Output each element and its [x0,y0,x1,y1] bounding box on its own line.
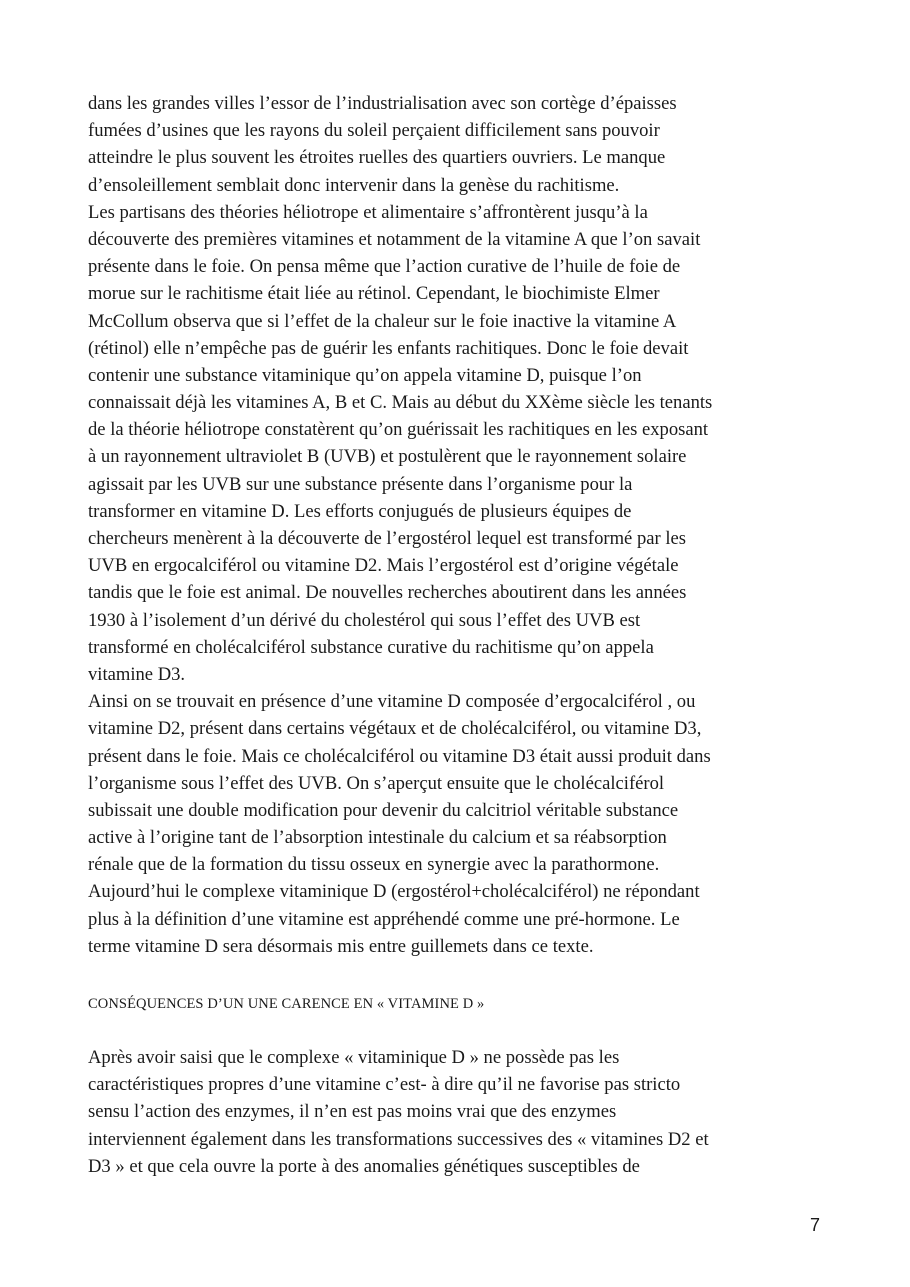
text-line: morue sur le rachitisme était liée au rétinol. Cependant, le biochimiste Elmer [88,283,660,305]
text-line: caractéristiques propres d’une vitamine c’est- à dire qu’il ne favorise pas stricto [88,1074,681,1096]
text-line: d’ensoleillement semblait donc intervenir dans la genèse du rachitisme. [88,174,620,196]
text-line: D3 » et que cela ouvre la porte à des anomalies génétiques susceptibles de [88,1155,640,1177]
text-line: rénale que de la formation du tissu osseux en synergie avec la parathormone. [88,854,660,876]
text-line: vitamine D3. [88,663,186,685]
text-line: (rétinol) elle n’empêche pas de guérir les enfants rachitiques. Donc le foie devait [88,337,689,359]
text-line: 1930 à l’isolement d’un dérivé du cholestérol qui sous l’effet des UVB est [88,609,641,631]
text-line: dans les grandes villes l’essor de l’industrialisation avec son cortège d’épaisses [88,93,677,114]
text-line: McCollum observa que si l’effet de la chaleur sur le foie inactive la vitamine A [88,310,677,332]
text-line: Ainsi on se trouvait en présence d’une vitamine D composée d’ergocalciférol , ou [88,691,696,713]
text-line: transformé en cholécalciférol substance curative du rachitisme qu’on appela [88,636,654,658]
text-line: interviennent également dans les transformations successives des « vitamines D2 et [88,1128,709,1150]
text-line: de la théorie héliotrope constatèrent qu’on guérissait les rachitiques en les exposant [88,419,709,441]
section-text [88,1044,828,1180]
text-line: fumées d’usines que les rayons du soleil perçaient difficilement sans pouvoir [88,120,660,142]
text-line: découverte des premières vitamines et notamment de la vitamine A que l’on savait [88,228,701,250]
text-line: Les partisans des théories héliotrope et alimentaire s’affrontèrent jusqu’à la [88,201,648,223]
text-line: Après avoir saisi que le complexe « vitaminique D » ne possède pas les [88,1047,620,1068]
body-text [88,90,828,960]
section-heading: CONSÉQUENCES D’UN UNE CARENCE EN « VITAMINE D » [88,996,485,1012]
text-line: à un rayonnement ultraviolet B (UVB) et postulèrent que le rayonnement solaire [88,446,687,468]
text-line: vitamine D2, présent dans certains végétaux et de cholécalciférol, ou vitamine D3, [88,718,702,740]
page-number: 7 [810,1215,821,1235]
text-line: présent dans le foie. Mais ce cholécalciférol ou vitamine D3 était aussi produit dans [88,745,711,767]
text-line: UVB en ergocalciférol ou vitamine D2. Mais l’ergostérol est d’origine végétale [88,555,679,577]
text-line: présente dans le foie. On pensa même que l’action curative de l’huile de foie de [88,256,681,278]
text-line: terme vitamine D sera désormais mis entre guillemets dans ce texte. [88,935,594,957]
text-line: Aujourd’hui le complexe vitaminique D (ergostérol+cholécalciférol) ne répondant [88,881,700,903]
text-line: contenir une substance vitaminique qu’on appela vitamine D, puisque l’on [88,364,642,386]
text-line: l’organisme sous l’effet des UVB. On s’aperçut ensuite que le cholécalciférol [88,772,665,794]
text-line: connaissait déjà les vitamines A, B et C. Mais au début du XXème siècle les tenants [88,392,713,414]
text-line: active à l’origine tant de l’absorption intestinale du calcium et sa réabsorption [88,827,667,849]
text-line: chercheurs menèrent à la découverte de l’ergostérol lequel est transformé par les [88,528,686,549]
text-line: tandis que le foie est animal. De nouvelles recherches aboutirent dans les années [88,582,687,604]
text-line: plus à la définition d’une vitamine est appréhendé comme une pré-hormone. Le [88,908,680,930]
text-line: subissait une double modification pour devenir du calcitriol véritable substance [88,799,679,821]
text-line: transformer en vitamine D. Les efforts conjugués de plusieurs équipes de [88,500,632,522]
text-line: agissait par les UVB sur une substance présente dans l’organisme pour la [88,473,633,495]
text-line: sensu l’action des enzymes, il n’en est pas moins vrai que des enzymes [88,1101,617,1123]
text-line: atteindre le plus souvent les étroites ruelles des quartiers ouvriers. Le manque [88,147,666,169]
